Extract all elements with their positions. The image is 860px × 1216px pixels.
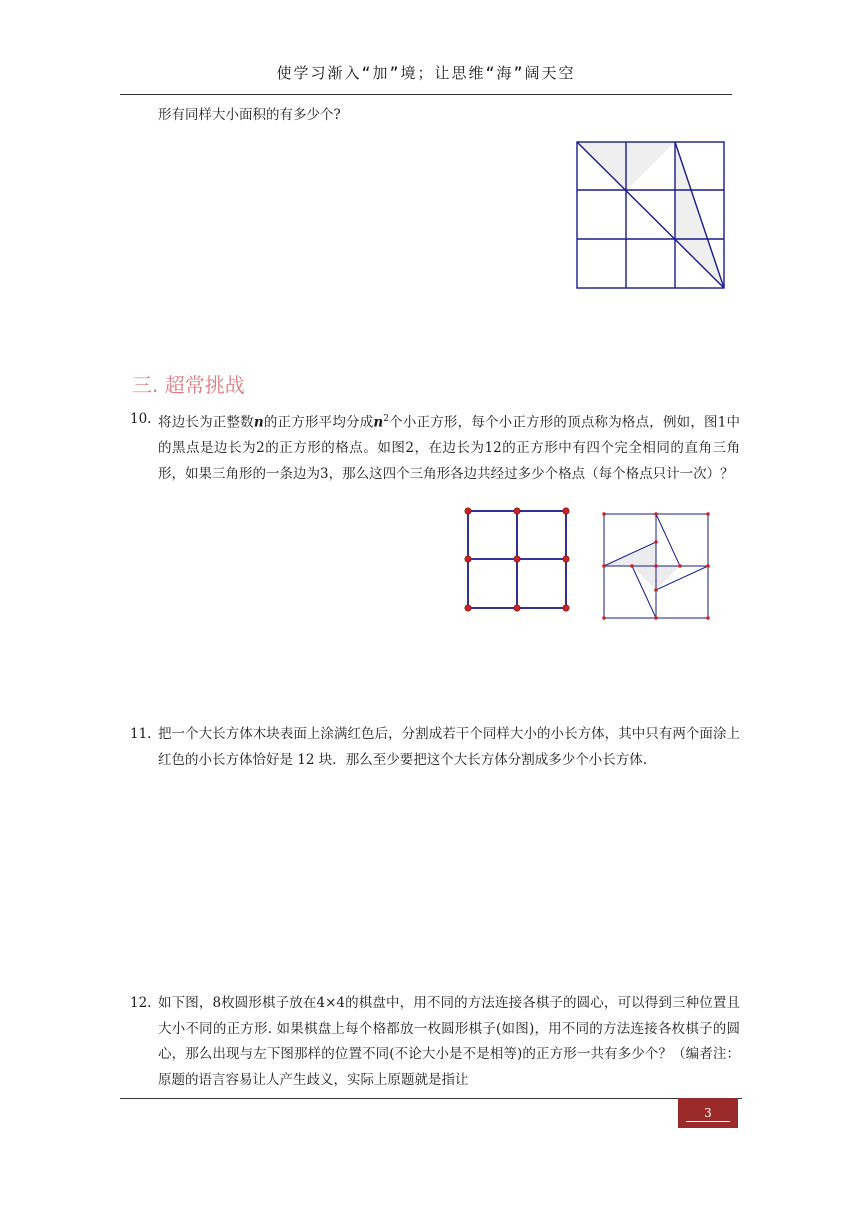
header-rule	[120, 94, 732, 95]
q10-text-1: 将边长为正整数	[158, 414, 254, 431]
page-number-box	[678, 1098, 738, 1128]
q10-text-3: 个小正方形，每个小正方形的顶点称为格点，例如，图1中的黑点是边长为2的正方形的格点。如图2，在边长为12的正方形中有四个完全相同的直角三角形，如果三角形的一条边为3，那么这四个三角形各边共经过多少个格点（每个格点只计一次）？	[158, 414, 741, 482]
figure-1-lattice	[462, 505, 572, 615]
page-number-underline	[686, 1121, 730, 1122]
question-11	[130, 722, 740, 773]
question-10	[130, 407, 740, 487]
question-body: 如下图，8枚圆形棋子放在4×4的棋盘中，用不同的方法连接各棋子的圆心，可以得到三种位置且大小不同的正方形. 如果棋盘上每个格都放一枚圆形棋子(如图)，用不同的方法连接各枚棋子的圆心，那么出现与左下图那样的位置不同(不论大小是不是相等)的正方形一共有多少个？（编者注：原题的语言容易让人产生歧义，实际上原题就是指让	[158, 995, 740, 1088]
page-number: 3	[704, 1106, 712, 1120]
continuation-text: 形有同样大小面积的有多少个?	[158, 107, 341, 123]
var-n-squared: n	[373, 414, 384, 431]
q10-text-2: 的正方形平均分成	[263, 414, 374, 431]
figure-2-triangles	[598, 508, 714, 624]
page-header: 使学习渐入“加”境；让思维“海”阔天空	[276, 64, 576, 82]
exponent: 2	[383, 414, 389, 424]
question-number: 10.	[130, 411, 152, 427]
question-body	[158, 407, 740, 487]
question-number: 11.	[130, 726, 152, 742]
question-body: 把一个大长方体木块表面上涂满红色后，分割成若干个同样大小的小长方体，其中只有两个面涂上红色的小长方体恰好是 12 块．那么至少要把这个大长方体分割成多少个小长方体.	[158, 726, 740, 768]
section-title: 三. 超常挑战	[132, 373, 245, 397]
question-number: 12.	[130, 995, 152, 1011]
question-12	[130, 991, 740, 1093]
grid-triangle-figure	[570, 135, 730, 295]
footer-rule	[120, 1098, 742, 1099]
var-n: n	[253, 414, 264, 431]
